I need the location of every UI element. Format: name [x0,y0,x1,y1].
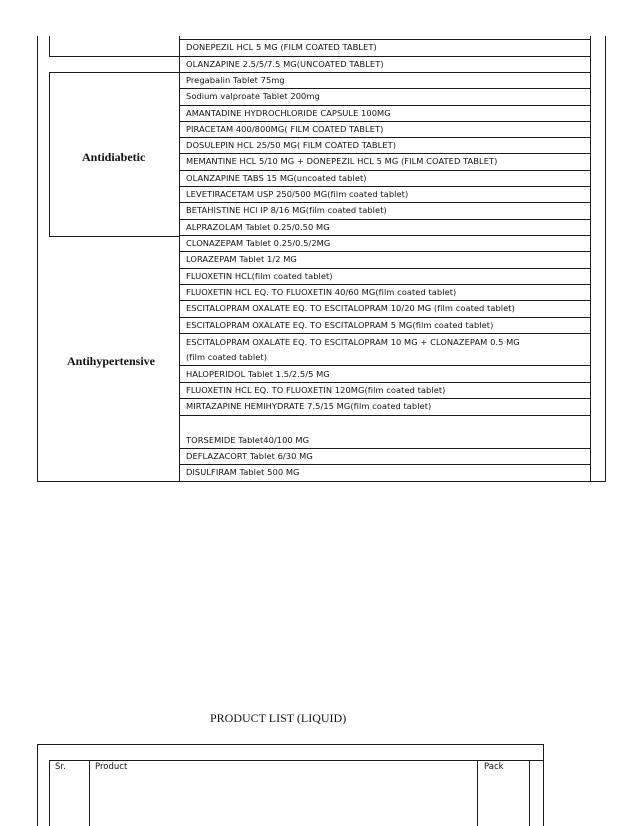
liquid-table-border-left [37,744,38,826]
product-cell: DISULFIRAM Tablet 500 MG [186,467,300,477]
row-line [179,137,591,138]
row-line [179,105,591,106]
product-cell: OLANZAPINE 2.5/5/7.5 MG(UNCOATED TABLET) [186,59,384,69]
table-border-right [605,36,606,482]
row-line [179,39,591,40]
liquid-table-border-right [543,744,544,826]
product-cell: TORSEMIDE Tablet40/100 MG [186,435,310,445]
row-line [179,186,591,187]
category-box-top [49,72,180,73]
category-box-bottom [49,236,180,237]
category-label-antihypertensive: Antihypertensive [67,354,155,368]
liquid-col-divider [49,760,50,826]
row-line [179,317,591,318]
row-line [179,365,591,366]
product-cell: DOSULEPIN HCL 25/50 MG( FILM COATED TABLET) [186,140,397,150]
table-border-left-inner [49,36,50,56]
liquid-table-top-line [37,744,544,745]
product-cell: MIRTAZAPINE HEMIHYDRATE 7.5/15 MG(film coated tablet) [186,401,432,411]
row-line [179,72,591,73]
product-cell: ESCITALOPRAM OXALATE EQ. TO ESCITALOPRAM 5 MG(film coated tablet) [186,320,494,330]
table-bottom-line [37,481,606,482]
section-title: PRODUCT LIST (LIQUID) [210,711,347,725]
category-label-antidiabetic: Antidiabetic [82,150,146,164]
column-header-product: Product [95,762,128,772]
product-cell: BETAHISTINE HCl IP 8/16 MG(film coated tablet) [186,205,387,215]
column-header-pack: Pack [484,762,504,772]
row-line [179,300,591,301]
product-cell: FLUOXETIN HCL EQ. TO FLUOXETIN 40/60 MG(film coated tablet) [186,287,457,297]
product-cell: CLONAZEPAM Tablet 0.25/0.5/2MG [186,238,331,248]
liquid-col-divider [89,760,90,826]
row-line [179,121,591,122]
product-cell: PIRACETAM 400/800MG( FILM COATED TABLET) [186,124,384,134]
row-line [179,202,591,203]
row-line [179,56,591,57]
product-cell: LEVETIRACETAM USP 250/500 MG(film coated tablet) [186,189,409,199]
column-header-sr: Sr. [55,762,66,772]
row-line [179,153,591,154]
row-line [179,448,591,449]
liquid-col-divider [477,760,478,826]
product-cell: FLUOXETIN HCL EQ. TO FLUOXETIN 120MG(film coated tablet) [186,385,446,395]
product-cell: ESCITALOPRAM OXALATE EQ. TO ESCITALOPRAM 10/20 MG (film coated tablet) [186,303,515,313]
row-line [179,398,591,399]
product-cell: OLANZAPINE TABS 15 MG(uncoated tablet) [186,173,367,183]
row-line [179,382,591,383]
product-cell: FLUOXETIN HCL(film coated tablet) [186,271,333,281]
row-line [179,415,591,416]
row-line [179,219,591,220]
liquid-header-top-line [49,760,544,761]
row-line [179,284,591,285]
product-cell: ALPRAZOLAM Tablet 0.25/0.50 MG [186,222,330,232]
product-cell: AMANTADINE HYDROCHLORIDE CAPSULE 100MG [186,108,391,118]
row-line [179,251,591,252]
row-line [179,268,591,269]
liquid-col-divider [529,760,530,826]
product-cell: Pregabalin Tablet 75mg [186,75,285,85]
row-line [179,88,591,89]
table-border-left [37,36,38,482]
product-cell: Sodium valproate Tablet 200mg [186,91,320,101]
category-first-row-line [49,56,180,57]
row-line [179,464,591,465]
row-line [179,333,591,334]
product-cell: DEFLAZACORT Tablet 6/30 MG [186,451,313,461]
product-cell: HALOPERIDOL Tablet 1.5/2.5/5 MG [186,369,330,379]
product-cell: ESCITALOPRAM OXALATE EQ. TO ESCITALOPRAM 10 MG + CLONAZEPAM 0.5 MG [186,337,520,347]
category-box-left [49,72,50,236]
product-cell: DONEPEZIL HCL 5 MG (FILM COATED TABLET) [186,42,377,52]
row-line [179,235,591,236]
product-cell: MEMANTINE HCL 5/10 MG + DONEPEZIL HCL 5 MG (FILM COATED TABLET) [186,156,498,166]
row-line [179,170,591,171]
product-cell: (film coated tablet) [186,352,267,362]
product-cell: LORAZEPAM Tablet 1/2 MG [186,254,297,264]
